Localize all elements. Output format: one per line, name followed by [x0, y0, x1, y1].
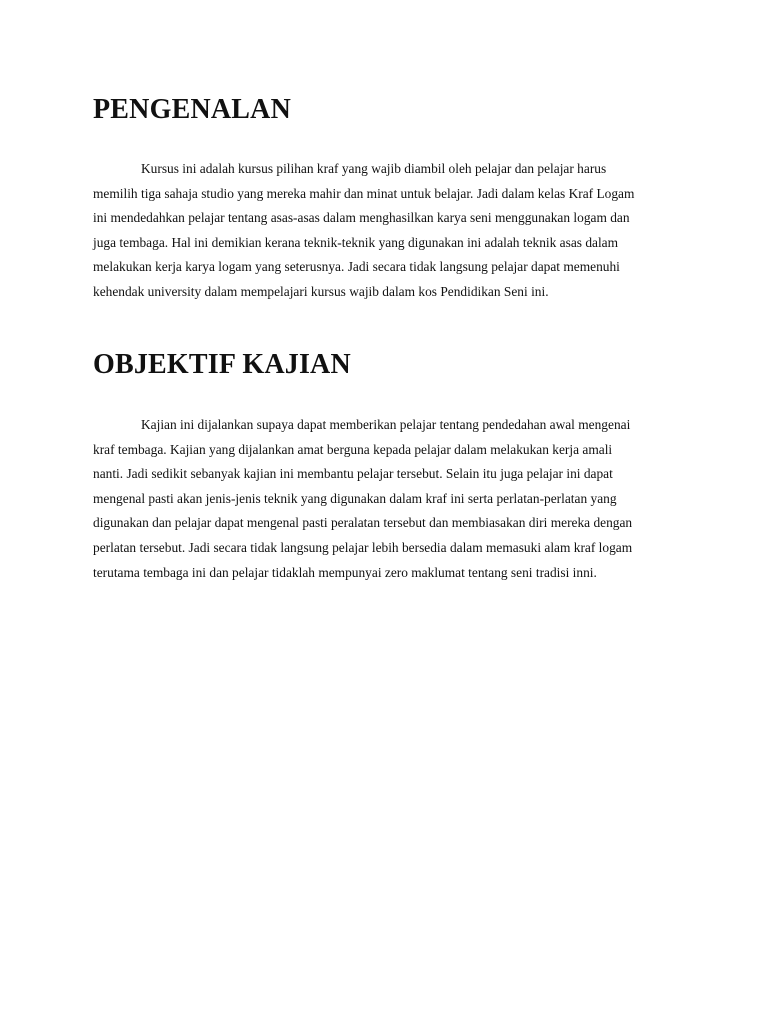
paragraph-line: ini mendedahkan pelajar tentang asas-asas dalam menghasilkan karya seni menggunakan logam dan: [93, 210, 630, 226]
paragraph-line: terutama tembaga ini dan pelajar tidaklah mempunyai zero maklumat tentang seni tradisi inni.: [93, 564, 597, 580]
paragraph-objektif-kajian: [93, 413, 673, 585]
paragraph-line: juga tembaga. Hal ini demikian kerana teknik-teknik yang digunakan ini adalah teknik asas dalam: [93, 234, 619, 250]
paragraph-line: Kursus ini adalah kursus pilihan kraf yang wajib diambil oleh pelajar dan pelajar harus: [141, 161, 607, 176]
heading-pengenalan: PENGENALAN: [93, 94, 292, 125]
paragraph-line: memilih tiga sahaja studio yang mereka mahir dan minat untuk belajar. Jadi dalam kelas Kraf Logam: [93, 185, 635, 201]
paragraph-line: mengenal pasti akan jenis-jenis teknik yang digunakan dalam kraf ini serta perlatan-perlatan yang: [93, 490, 617, 506]
paragraph-line: perlatan tersebut. Jadi secara tidak langsung pelajar lebih bersedia dalam memasuki alam kraf logam: [93, 539, 633, 555]
paragraph-pengenalan: [93, 157, 673, 305]
paragraph-line: digunakan dan pelajar dapat mengenal pasti peralatan tersebut dan membiasakan diri mereka dengan: [93, 515, 633, 531]
paragraph-line: nanti. Jadi sedikit sebanyak kajian ini membantu pelajar tersebut. Selain itu juga pelajar ini dapat: [93, 466, 613, 482]
heading-objektif-kajian: OBJEKTIF KAJIAN: [93, 349, 351, 380]
paragraph-line: kraf tembaga. Kajian yang dijalankan amat berguna kepada pelajar dalam melakukan kerja amali: [93, 441, 613, 457]
paragraph-line: kehendak university dalam mempelajari kursus wajib dalam kos Pendidikan Seni ini.: [93, 283, 549, 299]
paragraph-line: Kajian ini dijalankan supaya dapat memberikan pelajar tentang pendedahan awal mengenai: [141, 417, 631, 432]
paragraph-line: melakukan kerja karya logam yang seterusnya. Jadi secara tidak langsung pelajar dapat memenuhi: [93, 259, 620, 275]
